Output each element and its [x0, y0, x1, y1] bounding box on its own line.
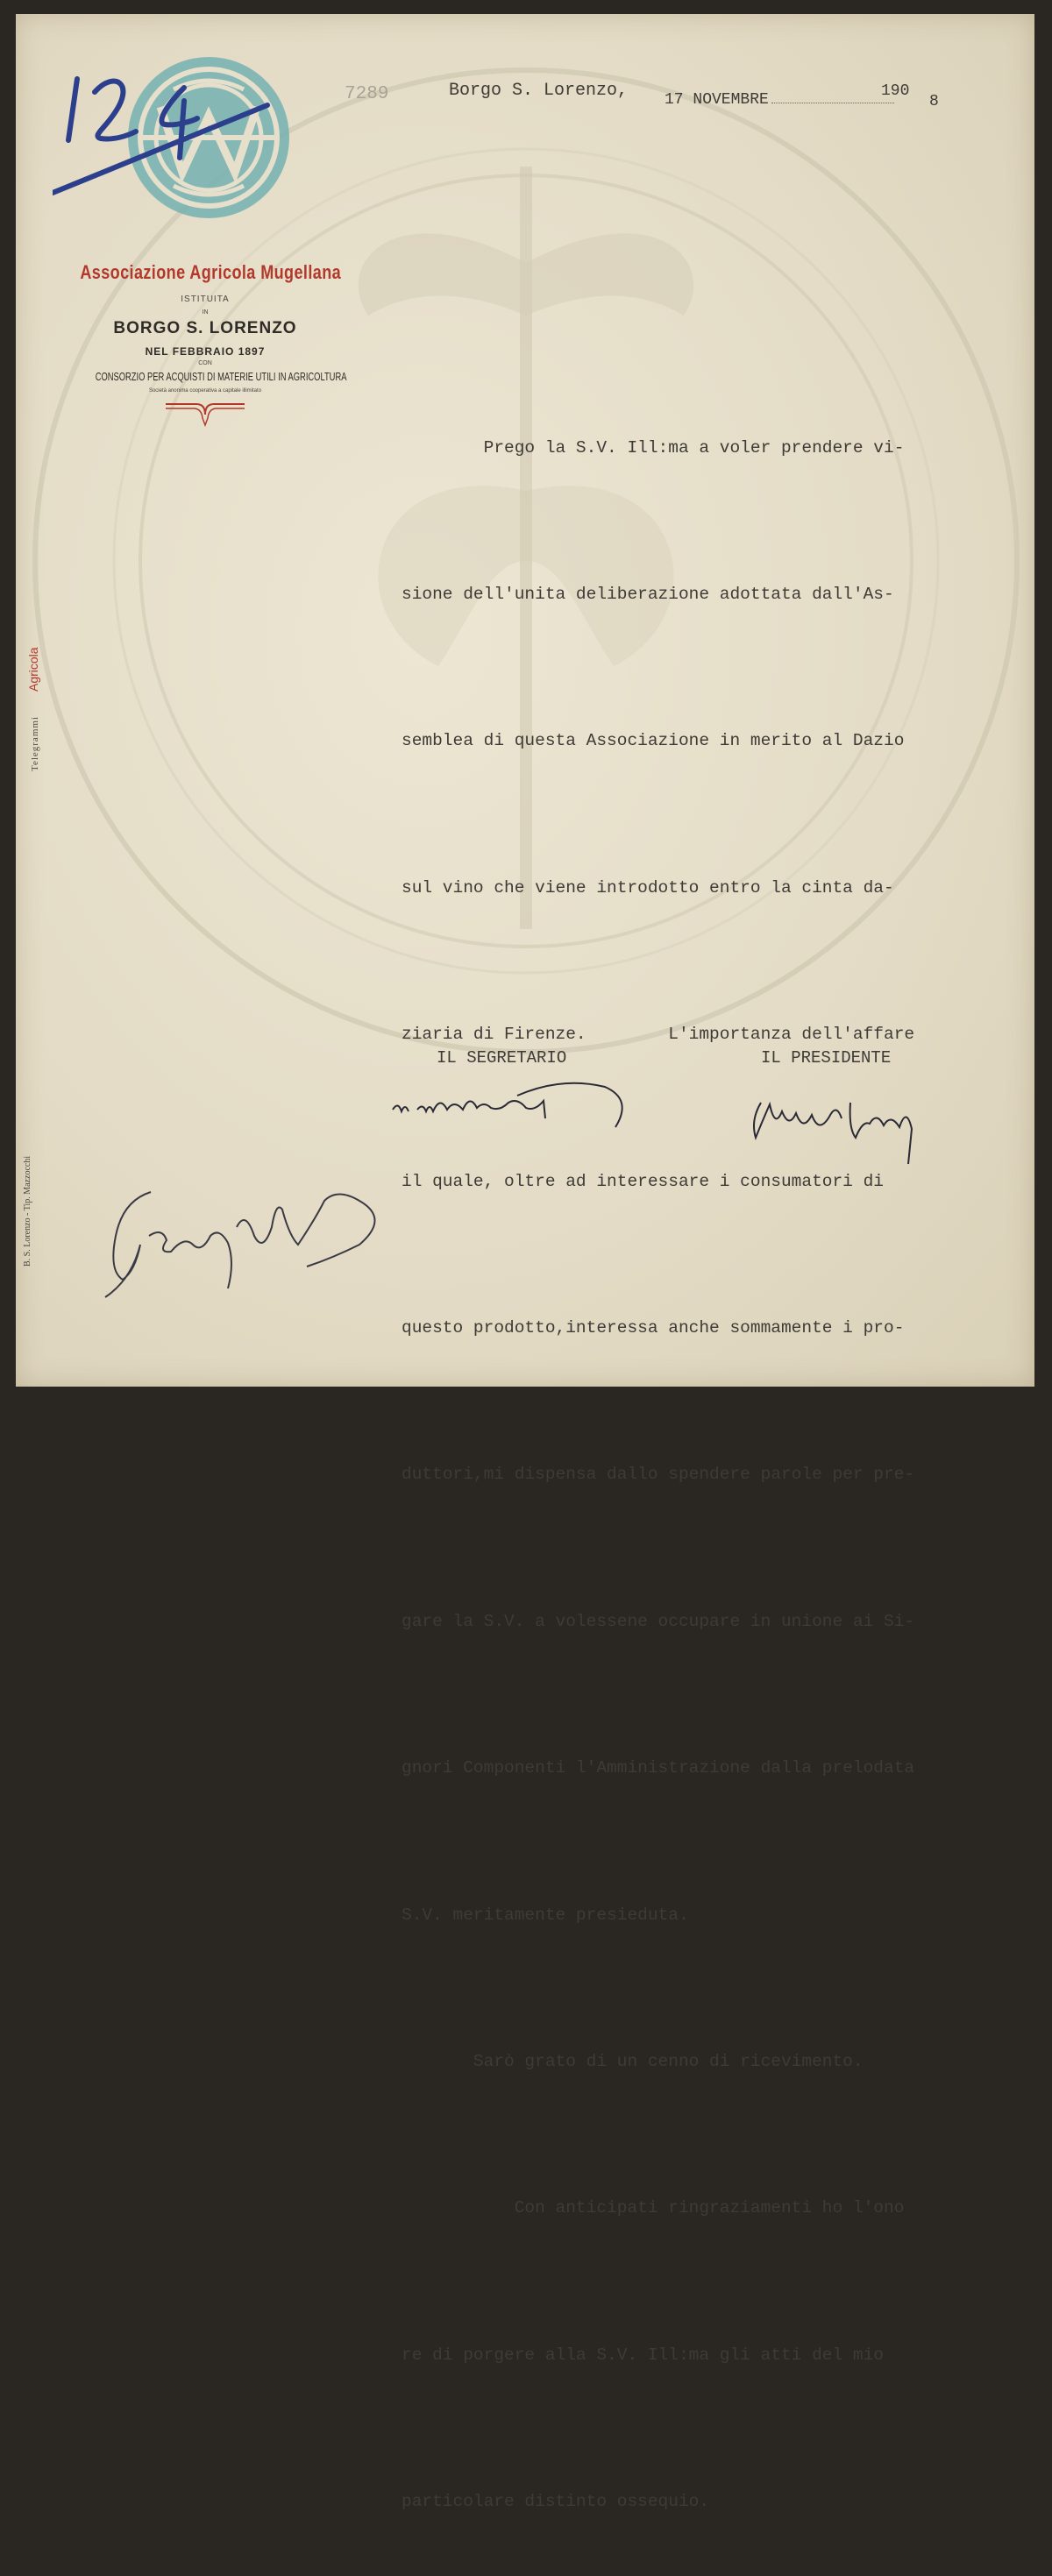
istituita-label: ISTITUITA	[181, 295, 230, 304]
dateline-date: 17 NOVEMBRE	[665, 91, 769, 109]
town-name: BORGO S. LORENZO	[113, 319, 297, 337]
dateline-place: Borgo S. Lorenzo,	[449, 81, 629, 101]
reference-number: 7289	[345, 84, 389, 104]
body-line: Con anticipati ringraziamenti ho l'ono	[402, 2198, 905, 2218]
letterhead-ornament	[161, 399, 249, 430]
association-name-word-3: Mugellana	[260, 261, 342, 283]
telegram-info	[26, 647, 42, 771]
societa-line: Società anonima cooperativa a capitale illimitato	[148, 388, 262, 394]
body-line: ziaria di Firenze. L'importanza dell'affare	[402, 1025, 915, 1045]
in-label: IN	[202, 309, 209, 316]
body-line: re di porgere alla S.V. Ill:ma gli atti del mio	[402, 2345, 884, 2365]
president-label: IL PRESIDENTE	[761, 1048, 892, 1068]
con-label: CON	[198, 360, 212, 366]
bottom-signature	[96, 1174, 403, 1306]
body-line: sul vino che viene introdotto entro la cinta da-	[402, 877, 894, 898]
consorzio-line: CONSORZIO PER ACQUISTI DI MATERIE UTILI IN AGRICOLTURA	[95, 370, 347, 383]
body-line: semblea di questa Associazione in merito al Dazio	[402, 731, 905, 751]
dateline-year-digit: 8	[929, 93, 939, 110]
secretary-signature	[386, 1076, 640, 1138]
handwritten-number-mark	[53, 53, 281, 210]
body-line: questo prodotto,interessa anche sommamente i pro-	[402, 1317, 905, 1338]
body-line: Prego la S.V. Ill:ma a voler prendere vi-	[402, 437, 905, 458]
body-line: particolare distinto ossequio.	[402, 2492, 710, 2512]
body-line: il quale, oltre ad interessare i consumatori di	[402, 1171, 884, 1191]
body-line: S.V. meritamente presieduta.	[402, 1905, 689, 1925]
secretary-label: IL SEGRETARIO	[437, 1048, 567, 1068]
body-line: gnori Componenti l'Amministrazione dalla prelodata	[402, 1758, 915, 1778]
letter-body	[402, 326, 1015, 2576]
body-line: sione dell'unita deliberazione adottata dall'As-	[402, 584, 894, 604]
association-name-word-2: Agricola	[189, 261, 256, 283]
body-line: gare la S.V. a volessene occupare in unione ai Si-	[402, 1611, 915, 1631]
letterhead	[53, 261, 358, 435]
telegram-value: Agricola	[26, 647, 40, 692]
president-signature	[745, 1076, 929, 1173]
association-name	[80, 261, 342, 284]
telegram-label: Telegrammi	[30, 716, 40, 771]
body-line: duttori,mi dispensa dallo spendere parole per pre-	[402, 1465, 915, 1485]
founding-date: NEL FEBBRAIO 1897	[145, 345, 266, 358]
dateline-year-prefix: 190	[881, 82, 910, 100]
printer-credit: B. S. Lorenzo - Tip. Mazzocchi	[23, 1155, 32, 1267]
body-line: Sarò grato di un cenno di ricevimento.	[402, 2051, 864, 2071]
association-name-word-1: Associazione	[80, 261, 186, 283]
